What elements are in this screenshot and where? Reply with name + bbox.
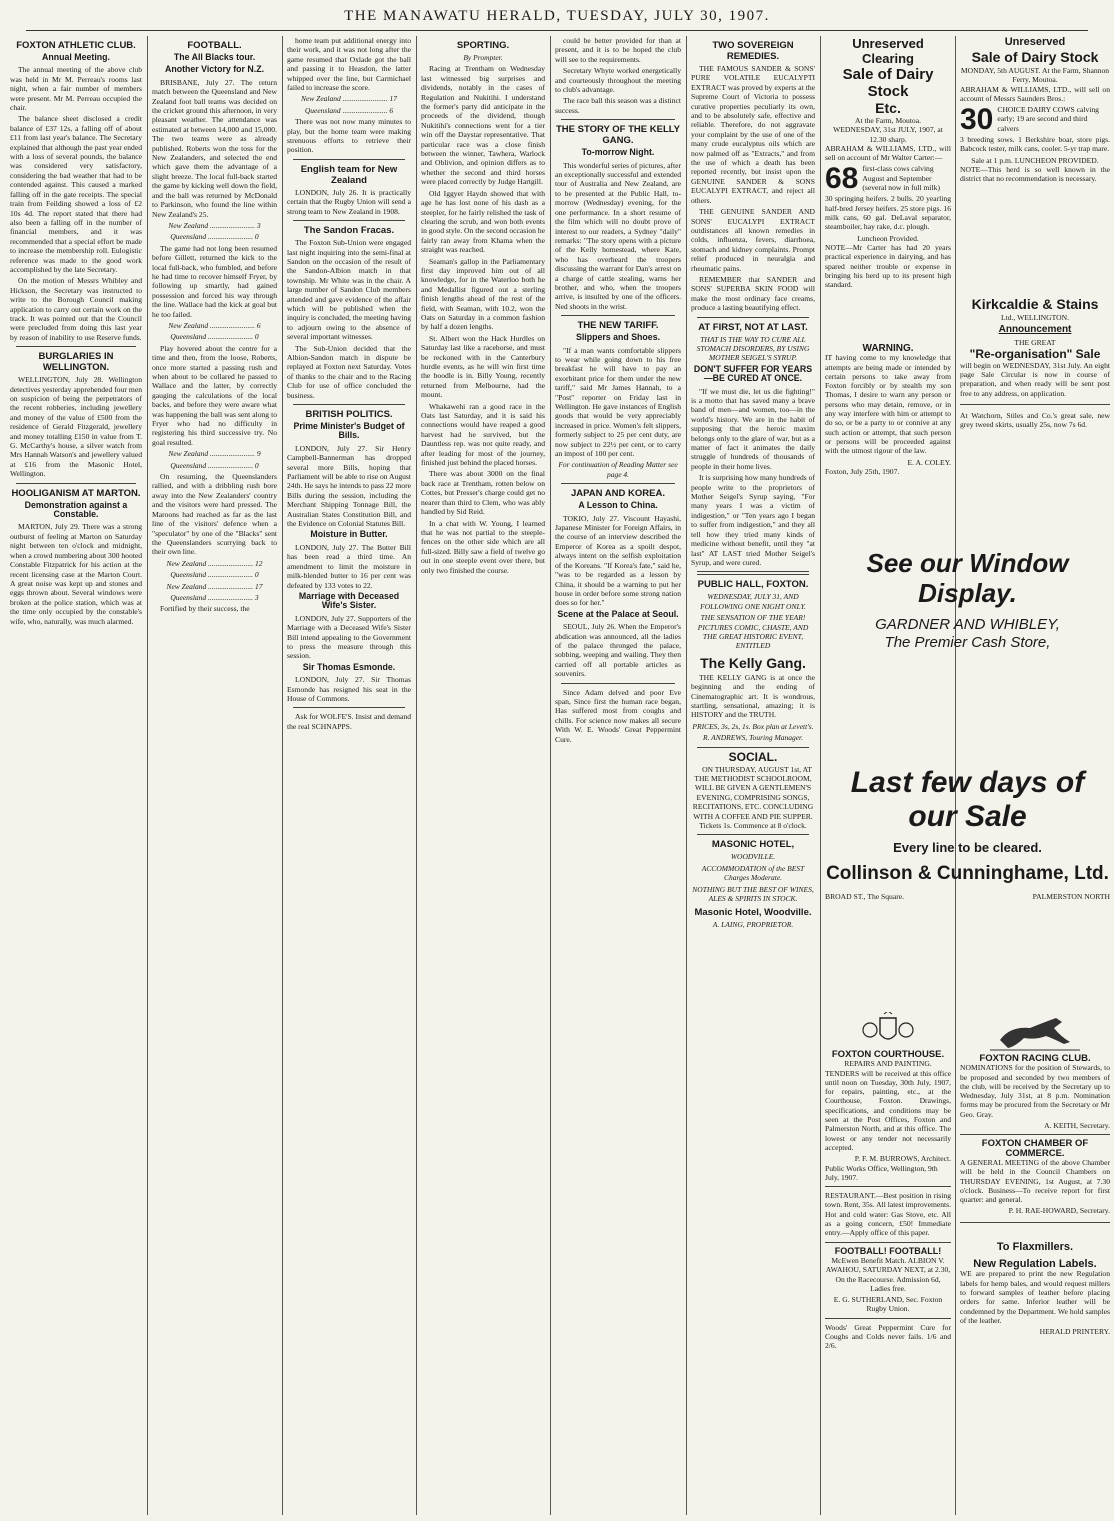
advert-signature: HERALD PRINTERY. [1039,1327,1110,1337]
advert-company: Collinson & Cunninghame, Ltd. [826,863,1109,884]
advert-headline: To Flaxmillers. [996,1240,1074,1253]
advert-signature: A. KEITH, Secretary. [1044,1121,1110,1131]
column-3 [287,36,411,1514]
masonic-text: NOTHING BUT THE BEST OF WINES, ALES & SPIRITS IN STOCK. [692,884,814,904]
divider [561,483,675,484]
advert-headline: FOOTBALL! FOOTBALL! [834,1245,942,1256]
advert-headline: FOXTON RACING CLUB. [979,1053,1091,1064]
advert-text: Public Works Office, Wellington, 9th July, 1907. [825,1163,938,1182]
article-paragraph: TOKIO, July 27. Viscount Hayashi, Japanese Minister for Foreign Affairs, in the course of an interview described the Emperor of Korea as a spoilt despot, always intent on the selfish exploitation of the Koreans. "If Korea's fate," said he, "was to be regarded as a lesson by China, it should be a warning to put her house in order before some strong nation does so for her." [555,513,681,608]
advert-text: NOTE—This herd is so well known in the district that no recommendation is necessary. [960,165,1110,184]
column-rule [416,36,417,1515]
article-paragraph: This wonderful series of pictures, after an exceptionally successful and extended tour of Australia and New Zealand, are to be presented at the Public Hall, to-morrow (Wednesday) evening, for the one performance. In a short resume of the film which will no doubt prove of interest to our readers, a Sydney "daily" remarks: "The story opens with a picture of the Kelly homestead, where Kate, who has overheard the troopers discussing the warrant for Dan's arrest on a charge of cattle stealing, warns her brother, and who, when the troopers arrive, is insulted by one of the officers. Ned shoots in the wrist. [555,160,681,311]
column-2 [152,36,277,1514]
score-line: Queensland ........................ 3 [170,592,259,602]
advert-subhead: Every line to be cleared. [893,840,1042,855]
score-line: New Zealand ........................ 6 [168,320,261,330]
article-headline: JAPAN AND KOREA. [571,488,665,500]
byline: By Prompter. [463,53,503,62]
masonic-headline: MASONIC HOTEL, [711,839,795,851]
article-subhead: Moisture in Butter. [310,529,388,540]
advert-verse: Since Adam delved and poor Eve span, Since first the human race began, Has suffered most from coughs and chills. For science now makes all secure With W. E. Woods' Great Peppermint Cure. [555,687,681,744]
article-paragraph: St. Albert won the Hack Hurdles on Saturday last like a racehorse, and must be reckoned with in the Canterbury hurdle events, as he will win first time the boodle is in. Billy Young, recently returned from Melbourne, had the mount. [421,333,545,400]
hall-advert-title: PUBLIC HALL, FOXTON. [697,579,809,591]
column-rule [282,36,283,1515]
score-line: Queensland ........................ 6 [304,105,394,115]
article-headline: The Sandon Fracas. [303,225,395,237]
column-rule [550,36,551,1515]
article-paragraph: LONDON, July 26. It is practically certain that the Rugby Union will send a strong team to New Zealand in 1908. [287,187,411,216]
advert-date: MONDAY, 5th AUGUST. At the Farm, Shannon Ferry, Moutoa. [960,66,1110,85]
article-headline: AT FIRST, NOT AT LAST. [698,321,808,333]
advert-text: McEwen Benefit Match. ALBION V. AWAHOU, SATURDAY NEXT, at 2.30, On the Racecourse. Admission 6d, Ladies free. [825,1255,951,1293]
article-paragraph: On resuming, the Queenslanders rallied, and with a dribbling rush bore away into the New Zealanders' country and the visitors were hard pressed. The Maroons had reached as far as the last line of the visitors' defence when a "speculator" by one of the "Blacks" sent the Queenslanders scurrying back to their own line. [152,472,277,557]
advert-line: Ask for WOLFE'S. Insist and demand the real SCHNAPPS. [287,712,411,731]
article-headline: English team for New Zealand [300,163,398,186]
article-headline: THE STORY OF THE KELLY GANG. [555,124,681,147]
column-8-lower [960,1010,1110,1515]
article-paragraph: There was not now many minutes to play, but the home team were making strenuous efforts to retrieve their position. [287,117,411,155]
masthead: THE MANAWATU HERALD, TUESDAY, JULY 30, 1907. [344,8,770,24]
advert-text: ABRAHAM & WILLIAMS, LTD., will sell on account of Messrs Saunders Bros.: [960,84,1110,103]
coat-of-arms-icon [858,1012,918,1048]
advert-headline: Last few days of our Sale [850,766,1085,833]
column-1 [10,36,142,1514]
masthead-rule [26,30,1088,31]
advert-text: will begin on WEDNESDAY, 31st July. An eight page Sale Circular is now in course of preparation, and when ready will be sent post free to any address, on application. [960,360,1110,398]
divider [697,317,809,318]
article-paragraph: The balance sheet disclosed a credit balance of £37 12s, a falling off of about £11 from last year's balance. The Secretary explained that although the past year ended with a loss of several pounds, the balance was considered very satisfactory, considering the bad weather that had to be contended against. This caused a marked falling off in the gate receipts. The special train from Feilding showed a loss of £2 10s 4d. The report stated that there had also been a falling off in the number of financial members, and it was recommended that a special effort be made to increase the membership roll. Eulogistic reference was made to the good work accomplished by the late Secretary. [10,114,142,274]
lot-text: CHOICE DAIRY COWS calving early; 19 are second and third calvers [997,105,1099,133]
article-paragraph: LONDON, July 27. The Butter Bill has been read a third time. An amendment to limit the moisture in milk-blended butter to 16 per cent was defeated by 133 votes to 22. [287,542,411,590]
divider [16,346,136,347]
article-paragraph: LONDON, July 27. Sir Henry Campbell-Bannerman has dropped several more Bills, hoping that Parliament will be able to rise on August 24th. He says he intends to pass 22 more Bills during the session, including the Merchant Shipping Tonnage Bill, the Australian States Constitution Bill, and the Evidence on Colonial Statutes Bill. [287,443,411,529]
divider [293,220,405,221]
advert-headline: Sale of Dairy Stock [842,66,934,100]
masonic-footer: Masonic Hotel, Woodville. [694,907,812,919]
column-rule [147,36,148,1515]
masonic-proprietor: A. LAING, PROPRIETOR. [712,920,794,930]
advert-headline: New Regulation Labels. [973,1258,1097,1271]
article-paragraph: In a chat with W. Young, I learned that he was not partial to the steeple-fences on the other side which are all full-sized. Billy saw a field of twelve go out in one steeple event over there, but only two finished the course. [421,518,545,575]
article-subhead: DON'T SUFFER FOR YEARS—BE CURED AT ONCE. [693,363,813,384]
article-headline: SPORTING. [456,40,510,51]
advert-signature: E. A. COLEY. [907,457,951,467]
advert-town: PALMERSTON NORTH [1032,892,1110,901]
article-paragraph: There was about 3000 on the final back race at Trentham, rotten below on Cottes, but Presser's charge could get no nearer than third to Clem, who was ably handled by Sid Reid. [421,469,545,517]
divider [293,707,405,708]
divider [16,483,136,484]
article-paragraph: LONDON, July 27. Sir Thomas Esmonde has resigned his seat in the House of Commons. [287,675,411,703]
advert-store-tagline: The Premier Cash Store, [884,634,1051,651]
advert-address: BROAD ST., The Square. [825,892,905,901]
article-paragraph: REMEMBER that SANDER and SONS' SUPERBA SKIN FOOD will make the most ordinary face creams, produce a lasting beautifying effect. [691,274,815,313]
article-headline: THE NEW TARIFF. [577,320,659,332]
advert-text: THE GREAT [1014,337,1056,347]
article-paragraph: On the motion of Messrs Whibley and Hickson, the Secretary was instructed to write to the Borough Council making application to carry out certain work on the track. It was pointed out that the Council were precluded from doing this last year by reason of inability to use Reserve funds. [10,276,142,342]
article-paragraph: The Sub-Union decided that the Albion-Sandon match in dispute be replayed at Foxton next Saturday. Votes of thanks to the chair and to the Racing Club for use of office concluded the business. [287,343,411,400]
article-paragraph: The annual meeting of the above club was held in Mr M. Perreau's rooms last night, when a fair number of members were present. Mr M. Perreau occupied the chair. [10,65,142,113]
hall-advert-prices: PRICES, 3s, 2s, 1s. Box plan at Levett's. [692,721,814,731]
advert-headline: Kirkcaldie & Stains [971,296,1099,312]
continuation-note: For continuation of Reading Matter see page 4. [558,460,678,479]
advert-text: 3 breeding sows. 1 Berkshire boar, store pigs. Babcock tester, milk cans, cooler. 5-yr trap mare. [960,135,1110,154]
article-headline: FOOTBALL. [187,40,242,51]
article-paragraph: SEOUL, July 26. When the Emperor's abdication was announced, all the ladies of the palace thronged the palace, sobbing, weeping and wailing. They then carried off all portable articles as souvenirs. [555,622,681,679]
column-rule [686,36,687,1515]
article-paragraph: The race ball this season was a distinct success. [555,96,681,115]
lot-number: 30 [960,103,994,137]
advert-subhead: Ltd., WELLINGTON. [1000,313,1070,322]
article-headline: TWO SOVEREIGN REMEDIES. [712,40,794,62]
social-text: ON THURSDAY, AUGUST 1st, AT THE METHODIST SCHOOLROOM, WILL BE GIVEN A GENTLEMEN'S EVENING, COMPRISING SONGS, RECITATIONS, ETC. CONCLUDING WITH A COFFEE AND PIE SUPPER. Tickets 1s. Commence at 8 o'clock. [692,764,814,831]
divider [293,404,405,405]
column-4 [421,36,545,1514]
article-paragraph: "If a man wants comfortable slippers to wear while going down to his free breakfast he will have to pay an exorbitant price for them under the new tariff," said Mr James Hannah, to a "Post" reporter on Friday last in Wellington. He gave instances of English goods that would be very appreciably increased in price. Women's felt slippers, formerly subject to 25 per cent duty, are now subject to 22½ per cent, or to carry an impost of 100 per cent. [555,345,681,459]
article-paragraph: It is surprising how many hundreds of people write to the proprietors of Mother Seigel's Syrup saying, "For many years I was a victim of indigestion," or "Ten years ago I began to suffer from indigestion," and they all tell how they tried many kinds of medicine without benefit, until they "at last" AT LAST tried Mother Seigel's Syrup, and were cured. [691,473,815,567]
advert-address-row [825,892,1110,901]
advert-text: NOTE—Mr Carter has had 20 years practical experience in dairying, and has spared neither trouble or expense in bringing his herd up to its present high standard. [825,242,951,290]
advert-last-sale [825,766,1110,1006]
score-line: New Zealand ........................ 9 [168,449,261,459]
article-paragraph: Play hovered about the centre for a time and then, from the loose, Roberts, once more started a passing rush and when about to be collared he passed to Wallace and the latter, by correctly gauging the calculations of the local backs, and before they were aware what was happening the ball was sent along to Fryer who had no difficulty in registering his third successive try. No goal resulted. [152,343,277,447]
article-paragraph: could be better provided for than at present, and it is to be hoped the club will see to the requirements. [555,36,681,64]
advert-date: Foxton, July 25th, 1907. [825,466,900,476]
article-paragraph: Fortified by their success, the [160,604,250,614]
score-line: Queensland ........................ 0 [170,570,259,580]
advert-headline: Sale of Dairy Stock [971,49,1099,65]
article-headline: BRITISH POLITICS. [305,409,393,420]
article-paragraph: THE GENUINE SANDER AND SONS' EUCALYPI EXTRACT outdistances all known remedies in colds, influenza, fevers, diarrhoea, stomach and kidney complaints. Prompt relief produced in neuralgia and rheumatic pains. [691,207,815,273]
divider [561,683,675,684]
advert-announcement: Announcement [998,324,1072,336]
advert-clearing-sale [825,36,951,336]
advert-headline: FOXTON CHAMBER OF COMMERCE. [981,1138,1089,1159]
masonic-text: ACCOMMODATION of the BEST Charges Moderate. [701,863,805,883]
article-paragraph: BRISBANE, July 27. The return match between the Queensland and New Zealand foot ball teams was decided on the cricket ground this afternoon, in very pleasant weather. The attendance was estimated at between 14,000 and 15,000. The two teams were as already published. Roberts won the toss for the New Zealanders, and selected the end which gave them the advantage of a slight breeze. The local full-back started the game by kicking well down the field, and the ball was returned by McDonald to Parkinson, who found the line within New Zealand's 25. [152,77,277,219]
advert-window-display [825,548,1110,698]
score-line: New Zealand ........................ 17 [166,581,263,591]
lot-text: first-class cows calving August and September (several now in full milk) [862,164,940,193]
advert-headline: Etc. [875,100,901,116]
article-paragraph: Seaman's gallop in the Parliamentary first day improved him out of all knowledge, for in the Waterloo both he and Medallist figured out a sterling finish lengths ahead of the rest of the field, with Seaman, with 10.2, won the Oats on Saturday in a common fashion by half a dozen lengths. [421,256,545,332]
article-paragraph: Whakawehi ran a good race in the Oats last Saturday, and it is said his connections would have reaped a good harvest had he survived, but the Dauntless rep. was not quite ready, and after leading for most of the journey, finished just behind the placed horses. [421,401,545,468]
advert-text: RESTAURANT.—Best position in rising town. Rent, 35s. All latest improvements. Hot and cold water: Gas Stove, etc. All as a going concern, £50! Immediate entry.—Apply office of this paper. [825,1191,951,1238]
advert-text: IT having come to my knowledge that attempts are being made or intended by certain persons to take away from Foxton forcibly or by stealth my son Thomas, I desire to warn any person or persons who may detain, remove, or in any way interfere with him or attempt to do so, or be a party to or connive at any such action or attempt, that such person or persons will be proceeded against with the utmost rigour of the law. [825,353,951,456]
score-line: Queensland ........................ 0 [170,232,259,242]
advert-text: NOMINATIONS for the position of Stewards, to be proposed and seconded by two members of the club, will be received by the Secretary up to Wednesday, July 31st, at 8 p.m. Nomination forms may be procured from the Secretary or Mr Geo. Gray. [960,1063,1110,1119]
article-headline: HOOLIGANISM AT MARTON. [11,487,141,499]
hall-advert-manager: R. ANDREWS, Touring Manager. [702,733,803,743]
advert-lot [960,103,1110,137]
divider [697,571,809,575]
article-paragraph: THE FAMOUS SANDER & SONS' PURE VOLATILE EUCALYPTI EXTRACT was proved by experts at the Supreme Court of Victoria to possess curative properties peculiarly its own, and to be absolutely safe, effective and reliable. Therefore, do not aggravate your complaint by the use of one of the many crude eucalyptus oils which are now palmed off as "Extracts," and from the use of which a death has been reported recently, but insist upon the GENUINE SANDER & SONS EUCALYPI EXTRACT, and reject all others. [691,64,815,205]
advert-signature: P. H. RAE-HOWARD, Secretary. [1008,1206,1110,1216]
article-subhead: Scene at the Palace at Seoul. [557,608,679,619]
article-subhead: Slippers and Shoes. [575,332,661,343]
article-headline: FOXTON ATHLETIC CLUB. [16,40,136,51]
article-paragraph: The game had not long been resumed before Gillett, returned the kick to the local full-back, who fumbled, and before he had time to recover himself Fryer, by following up smartly, had gained possession and forced his way through the line. Wallace had the kick at goal but he too failed. [152,243,277,319]
article-paragraph: Secretary Whyte worked energetically and courteously throughout the meeting to club's advantage. [555,66,681,95]
advert-text: Luncheon Provided. [857,233,919,243]
article-subhead: Prime Minister's Budget of Bills. [293,421,405,441]
article-subhead: A Lesson to China. [578,500,658,511]
article-paragraph: Old Iggyer Haydn showed that with age he has lost none of his dash as a steepler, for he fairly relished the task of clearing the scrub, and won both events in good style. On the second occasion he fairly ran away from Khama when the straight was reached. [421,188,545,255]
article-paragraph: THE KELLY GANG is at once the beginning and the ending of Cinematographic art. It is wondrous, startling, sensational, amazing; it is HISTORY and the TRUTH. [691,672,815,720]
advert-location: At the Farm, Moutoa. [854,116,921,125]
advert-text: Woods' Great Peppermint Cure for Coughs and Colds never fails. 1/6 and 2/6. [825,1322,951,1351]
article-subhead: Demonstration against a Constable. [24,499,128,520]
article-subhead: Another Victory for N.Z. [164,64,265,75]
article-paragraph: "If we must die, let us die fighting!" is a motto that has saved many a brave band of men—and women, too—in the world's history. We are in the habit of supposing that the heroic maxim belongs only to the glare of war, but as a matter of fact it animates the daily struggle of hundreds of thousands of people in their home lives. [691,386,815,471]
advert-text: At Watchorn, Stiles and Co.'s great sale, new grey tweed skirts, usually 25s, now 7s 6d. [960,411,1110,430]
article-subhead: Sir Thomas Esmonde. [302,661,396,672]
advert-text: TENDERS will be received at this office until noon on Tuesday, 30th July, 1907, for repairs, painting, etc., at the Courthouse, Foxton. Drawings, specifications, and conditions may be seen at the Post Offices, Foxton and Palmerston North, and at this office. The lowest or any tender not necessarily accepted. [825,1068,951,1152]
article-paragraph: WELLINGTON, July 28. Wellington detectives yesterday apprehended four men on suspicion of being the perpetrators of the recent robberies, including jewellery and money of the value of £500 from the residence of Gerald Fitzgerald, jewellery and money totalling £150 in value from T. G. McCarthy's house, a silver watch from Mrs Hannah Watson's and jewellery valued at £16 from the Masonic Hotel, Wellington. [10,375,142,479]
social-headline: SOCIAL. [728,749,778,764]
masonic-town: WOODVILLE. [730,852,776,862]
article-paragraph: MARTON, July 29. There was a strong outburst of feeling at Marton on Saturday night between ten o'clock and midnight, when a crowd numbering about 300 hooted Constable Fitzpatrick for his action at the recent licensing case at the Marton Court. A great noise was kept up and stones and eggs thrown about. Several windows were broken at the police station, which was at the time only occupied by the constable's wife, who, naturally, was much alarmed. [10,522,142,626]
hall-advert-feature: The Kelly Gang. [700,654,806,671]
article-subhead: THAT IS THE WAY TO CURE ALL STOMACH DISORDERS, BY USING MOTHER SEIGEL'S SYRUP. [696,334,810,363]
advert-dairy-sale [960,36,1110,266]
article-paragraph: home team put additional energy into their work, and it was not long after the game resumed that Oxlade got the ball and passing it to Heasdon, the latter whipped over the line, but Carmichael failed to increase the score. [287,36,411,93]
article-paragraph: The Foxton Sub-Union were engaged last night inquiring into the semi-final at Sandon on the occasion of the result of the Sandon-Albion match in that township. Mr White was in the chair. A large number of Sandon Club members attended and gave evidence of the affair which will be published when the inquiry is concluded, the meeting having to adjourn owing to the absence of several important witnesses. [287,238,411,342]
score-line: New Zealand ........................ 17 [300,94,398,104]
divider [561,315,675,316]
column-7-lower [825,1010,951,1515]
advert-text: ABRAHAM & WILLIAMS, LTD., will sell on account of Mr Walter Carter:— [825,143,951,163]
article-subhead: The All Blacks tour. [173,52,256,62]
score-line: New Zealand ........................ 12 [166,558,263,568]
advert-warning [825,344,951,504]
advert-headline: FOXTON COURTHOUSE. [831,1049,945,1060]
divider [697,747,809,748]
advert-date: WEDNESDAY, 31st JULY, 1907, at 12.30 sharp. [833,125,943,144]
divider [697,834,809,835]
advert-headline: Unreserved [1004,36,1066,48]
article-paragraph: LONDON, July 27. Supporters of the Marriage with a Deceased Wife's Sister Bill intend appealing to the Government to press the measure through this session. [287,613,411,661]
article-paragraph: Racing at Trentham on Wednesday last witnessed big surprises and dividends, notably in the cases of Regulation and Nukitihi. I understand the former's party did anticipate in the proceeds of the dividend, though Nukitihi's connections went for a tier win off the Daystar representative. That particular race was a close finish between the winner, Tawhera, Warlock and Oblivion, and opinion differs as to whether the second and third horses were placed correctly by Judge Hartgill. [421,64,545,187]
advert-text: Sale at 1 p.m. LUNCHEON PROVIDED. [971,155,1099,165]
hall-advert-text: THE SENSATION OF THE YEAR! PICTURES COMIC, CHASTE, AND THE GREAT HISTORIC EVENT, ENTITLED [697,613,809,651]
article-subhead: To-morrow Night. [581,147,655,158]
column-rule [820,36,821,1515]
lot-number: 68 [825,162,859,196]
advert-text: A GENERAL MEETING of the above Chamber will be held in the Council Chambers on THURSDAY EVENING, 1st August, at 7.30 o'clock. Business—To receive report for first quarter: and general. [960,1157,1110,1205]
advert-subhead: REPAIRS AND PAINTING. [844,1059,932,1069]
divider [561,119,675,120]
advert-headline: WARNING. [862,344,914,354]
racehorse-icon [990,1012,1080,1052]
article-headline: BURGLARIES IN WELLINGTON. [38,351,114,374]
column-6 [691,36,815,1514]
score-line: Queensland ........................ 0 [170,460,259,470]
advert-headline: See our Window Display. [866,548,1069,608]
column-5 [555,36,681,1514]
advert-text: WE are prepared to print the new Regulation labels for hemp bales, and would request millers to forward samples of leather before placing orders for same. Inferior leather will be condemned by the Department. We hold samples of the leather. [960,1269,1110,1325]
score-line: Queensland ........................ 0 [170,332,259,342]
advert-headline: Unreserved Clearing [852,36,924,66]
article-subhead: Marriage with Deceased Wife's Sister. [298,590,400,611]
advert-headline: "Re-organisation" Sale [969,346,1101,361]
advert-kirkcaldie [960,296,1110,536]
score-line: New Zealand ........................ 3 [168,220,261,230]
advert-store-name: GARDNER AND WHIBLEY, [875,616,1060,633]
divider [293,159,405,160]
advert-signature: P. F. M. BURROWS, Architect. [854,1154,951,1164]
hall-advert-date: WEDNESDAY, JULY 31, AND FOLLOWING ONE NIGHT ONLY. [700,592,806,611]
advert-lot [825,162,951,196]
advert-signature: E. G. SUTHERLAND, Sec. Foxton Rugby Union. [833,1295,943,1314]
article-subhead: Annual Meeting. [42,52,110,62]
advert-text: 30 springing heifers. 2 bulls. 20 yearling half-bred Jersey heifers. 25 store pigs. 16 milk cans, 60 gal. DeLaval separator, steamboiler, hay rake, d.c. plough. [825,194,951,232]
